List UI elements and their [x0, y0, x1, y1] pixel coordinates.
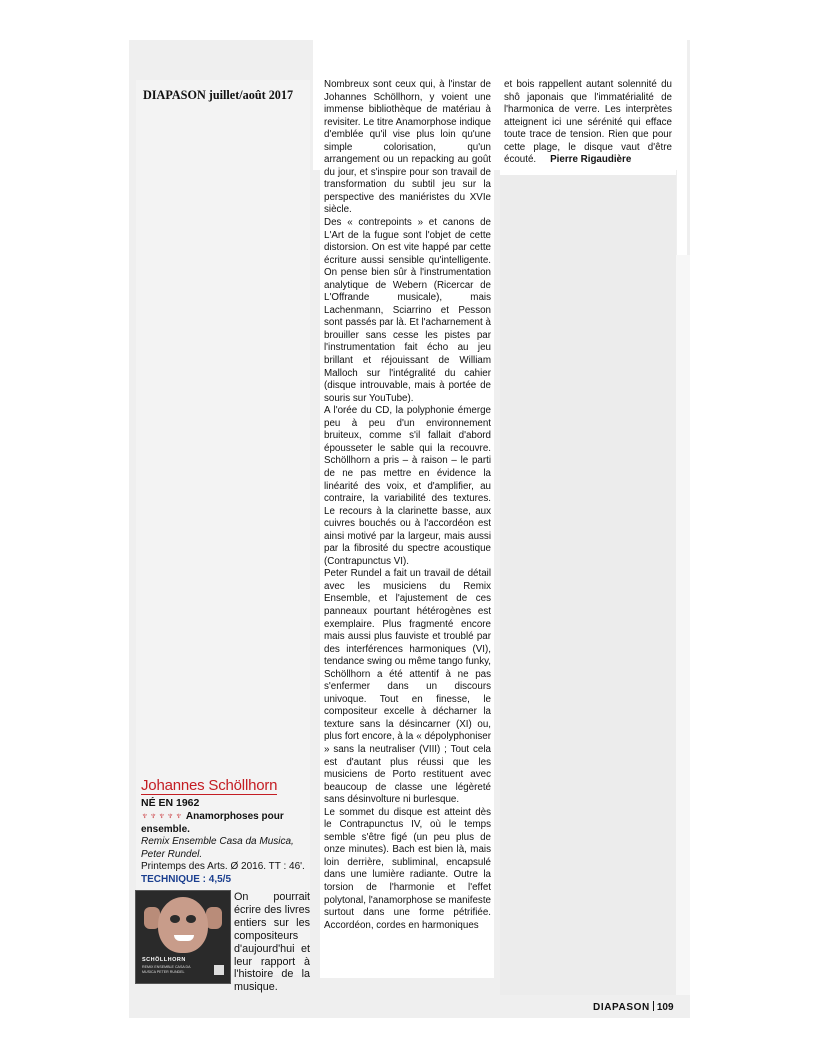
article-middle-column [324, 79, 491, 932]
review-box [141, 777, 309, 886]
article-right-column [504, 79, 672, 167]
page-right-edge [676, 255, 690, 995]
technique-rating: TECHNIQUE : 4,5/5 [141, 873, 232, 885]
composer-name: Johannes Schöllhorn [141, 777, 278, 794]
article-paragraph: Nombreux sont ceux qui, à l'instar de Johannes Schöllhorn, y voient une immense bibliothèque de matériau à revisiter. Le titre Anamorphose indique d'emblée qu'il vise plus loin qu'une simple colorisation, qu'un arrangement ou un repacking au goût du jour, et s'inspire pour son travail de transformation du subtil jeu sur la perspective des maniéristes du XVIe siècle. [324, 79, 491, 216]
review-aside-text: On pourrait écrire des livres entiers sur les compositeurs d'aujourd'hui et leur rapport à l'histoire de la musique. [234, 891, 310, 994]
portrait-face [158, 897, 208, 953]
album-cover [135, 890, 231, 984]
portrait-mouth [174, 935, 194, 941]
article-paragraph: Le sommet du disque est atteint dès le Contrapunctus IV, où le temps semble s'être figé (un peu plus de onze minutes). Bach est bien là, mais loin derrière, subliminal, encapsulé dans une lumière radiante. Outre la torsion de l'harmonie et l'effet polytonal, l'anamorphose se manifeste surtout dans une forme pétrifiée. Accordéon, cordes en harmoniques [324, 806, 491, 931]
right-white-strip [677, 40, 687, 255]
article-paragraph: Peter Rundel a fait un travail de détail avec les musiciens du Remix Ensemble, et l'ajustement de ces panneaux pourtant hétérogènes est exemplaire. Plus fragmenté encore mais aussi plus fauviste et troublé par des interférences harmoniques (VI), tendance swing ou même tango funky, Schöllhorn a été attentif à ne pas s'enfermer dans un discours univoque. Tout en finesse, le compositeur excelle à décharner la texture sans la désincarner (XI) ou, plus fort encore, à la « dépolyphoniser » sans la neutraliser (VIII) ; Tout cela est d'autant plus réussi que les musiciens de Porto restituent avec beaucoup de classe une légèreté sans désinvolture ni burlesque. [324, 568, 492, 806]
page-number: 109 [656, 1002, 674, 1013]
article-paragraph: Des « contrepoints » et canons de L'Art de la fugue sont l'objet de cette distorsion. On est vite happé par cette écriture aussi sensible qu'intelligente. On pense bien sûr à l'instrumentation analytique de Webern (Ricercar de L'Offrande musicale), mais Lachenmann, Sciarrino et Pesson sont passés par là. Et l'acharnement à brouiller sans cesse les pistes par l'instrumentation fait écho au jeu brillant et réjouissant de William Malloch sur l'intégralité du cahier (disque introuvable, mais à portée de souris sur YouTube). [324, 217, 491, 404]
author-signature: Pierre Rigaudière [550, 154, 632, 166]
right-column-empty-area [500, 175, 676, 995]
cover-title: SCHÖLLHORN [142, 957, 186, 963]
work-title-text: Anamorphoses pour ensemble. [141, 811, 284, 835]
article-paragraph: A l'orée du CD, la polyphonie émerge peu à peu d'un environnement bruiteux, comme s'il fallait d'abord épousseter le sable qui la recouvre. Schöllhorn a pris – à raison – le parti de ne pas mettre en évidence la linéarité des voix, et d'amplifier, au contraire, la variabilité des textures. Le recours à la clarinette basse, aux cuivres bouchés ou à l'accordéon est ainsi motivé par la largeur, mais aussi par la fibrosité du spectre acoustique (Contrapunctus VI). [324, 405, 491, 567]
composer-birth-year: NÉ EN 1962 [141, 797, 200, 809]
hand-shape [206, 907, 222, 929]
footer-divider [653, 1001, 654, 1011]
article-paragraph: et bois rappellent autant solennité du shô japonais que l'immatérialité de l'harmonica de verre. Les interprètes atteignent ici une sérénité qui efface toute trace de tension. Rien que pour cette plage, le disque vaut d'être écouté. [504, 79, 672, 166]
cover-subtitle: REMIX ENSEMBLE CASA DA MUSICA PETER RUNDEL [142, 965, 191, 974]
label-info: Printemps des Arts. Ø 2016. TT : 46'. [141, 861, 305, 872]
diapason-rating-icon: ♆♆♆♆♆ [141, 811, 184, 822]
work-title [141, 811, 309, 836]
portrait-eye [186, 915, 196, 923]
performers: Remix Ensemble Casa da Musica, Peter Rundel. [141, 836, 294, 860]
label-logo-icon [214, 965, 224, 975]
page-footer [593, 1001, 674, 1013]
portrait-eye [170, 915, 180, 923]
magazine-header: DIAPASON juillet/août 2017 [143, 88, 294, 102]
footer-magazine: DIAPASON [593, 1002, 650, 1013]
